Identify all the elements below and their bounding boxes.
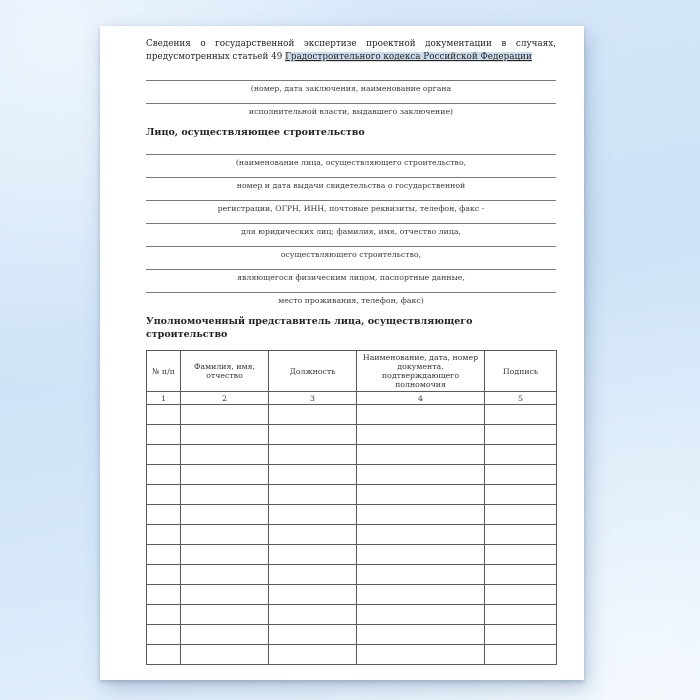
title-text: Сведения о государственной экспертизе проектной документации в случаях, предусмотренных статьей 49 xyxy=(146,39,556,62)
table-cell xyxy=(269,485,357,505)
table-cell xyxy=(181,585,269,605)
table-row xyxy=(147,525,557,545)
document-title xyxy=(146,38,556,64)
table-cell xyxy=(269,625,357,645)
document-page xyxy=(100,26,584,680)
fill-in-caption: номер и дата выдачи свидетельства о государственной xyxy=(236,181,466,190)
table-cell xyxy=(357,545,485,565)
table-cell xyxy=(357,625,485,645)
fill-in-line xyxy=(146,246,556,247)
table-cell xyxy=(485,585,557,605)
table-cell xyxy=(181,605,269,625)
table-cell xyxy=(357,425,485,445)
table-cell xyxy=(181,545,269,565)
fill-in-line xyxy=(146,223,556,224)
table-header-cell: № п/п xyxy=(147,351,181,392)
table-cell xyxy=(181,405,269,425)
table-cell xyxy=(485,465,557,485)
table-cell xyxy=(269,545,357,565)
table-cell xyxy=(269,425,357,445)
table-cell xyxy=(147,425,181,445)
table-empty-rows xyxy=(147,405,557,665)
table-row xyxy=(147,645,557,665)
fill-in-field xyxy=(146,103,556,116)
table-row xyxy=(147,505,557,525)
table-cell xyxy=(485,645,557,665)
fill-in-field xyxy=(146,223,556,236)
fill-in-field xyxy=(146,80,556,93)
table-cell xyxy=(269,605,357,625)
table-row xyxy=(147,565,557,585)
table-cell xyxy=(269,505,357,525)
fill-in-line xyxy=(146,103,556,104)
table-row xyxy=(147,545,557,565)
table-cell xyxy=(147,625,181,645)
fill-in-caption: осуществляющего строительство, xyxy=(280,250,422,259)
table-row xyxy=(147,465,557,485)
table-cell xyxy=(147,545,181,565)
table-cell xyxy=(147,525,181,545)
table-cell xyxy=(485,505,557,525)
table-cell xyxy=(181,505,269,525)
fill-in-caption: (наименование лица, осуществляющего строительство, xyxy=(235,158,467,167)
table-cell xyxy=(485,405,557,425)
table-cell xyxy=(485,605,557,625)
fill-in-field xyxy=(146,177,556,190)
fill-in-field xyxy=(146,154,556,167)
table-header-cell: Должность xyxy=(269,351,357,392)
table-cell xyxy=(147,605,181,625)
fill-in-line xyxy=(146,292,556,293)
table-row xyxy=(147,625,557,645)
fill-in-field xyxy=(146,292,556,305)
table-cell xyxy=(181,425,269,445)
fill-in-field xyxy=(146,200,556,213)
builder-fill-section xyxy=(146,154,556,305)
fill-in-line xyxy=(146,200,556,201)
column-number-cell: 3 xyxy=(269,392,357,405)
table-cell xyxy=(269,645,357,665)
table-cell xyxy=(485,625,557,645)
table-header-cell: Фамилия, имя, отчество xyxy=(181,351,269,392)
fill-in-line xyxy=(146,154,556,155)
fill-in-caption: исполнительной власти, выдавшего заключение) xyxy=(248,107,454,116)
table-cell xyxy=(357,565,485,585)
table-header-cell: Подпись xyxy=(485,351,557,392)
column-number-cell: 4 xyxy=(357,392,485,405)
table-cell xyxy=(181,625,269,645)
table-cell xyxy=(181,645,269,665)
table-cell xyxy=(269,525,357,545)
table-header-row xyxy=(147,351,557,392)
table-cell xyxy=(269,465,357,485)
table-cell xyxy=(269,445,357,465)
table-cell xyxy=(357,585,485,605)
table-cell xyxy=(485,445,557,465)
table-cell xyxy=(181,445,269,465)
table-row xyxy=(147,585,557,605)
fill-in-caption: (номер, дата заключения, наименование органа xyxy=(250,84,452,93)
representatives-table xyxy=(146,350,557,665)
fill-in-caption: являющегося физическим лицом, паспортные данные, xyxy=(237,273,465,282)
table-header-cell: Наименование, дата, номер документа, подтверждающего полномочия xyxy=(357,351,485,392)
table-cell xyxy=(147,485,181,505)
fill-in-caption: регистрации, ОГРН, ИНН, почтовые реквизиты, телефон, факс - xyxy=(217,204,485,213)
table-cell xyxy=(357,525,485,545)
table-cell xyxy=(147,465,181,485)
table-cell xyxy=(147,405,181,425)
table-cell xyxy=(357,505,485,525)
table-cell xyxy=(269,565,357,585)
table-cell xyxy=(357,405,485,425)
table-cell xyxy=(357,485,485,505)
table-cell xyxy=(357,605,485,625)
table-row xyxy=(147,605,557,625)
table-cell xyxy=(269,405,357,425)
page-content xyxy=(146,38,556,665)
table-cell xyxy=(485,565,557,585)
fill-in-caption: для юридических лиц; фамилия, имя, отчество лица, xyxy=(241,227,461,236)
fill-in-line xyxy=(146,80,556,81)
fill-in-line xyxy=(146,269,556,270)
column-number-cell: 5 xyxy=(485,392,557,405)
representative-section-heading: Уполномоченный представитель лица, осуществляющего строительство xyxy=(146,316,473,340)
table-cell xyxy=(485,425,557,445)
table-cell xyxy=(147,645,181,665)
table-row xyxy=(147,445,557,465)
fill-in-caption: место проживания, телефон, факс) xyxy=(278,296,424,305)
fill-in-field xyxy=(146,246,556,259)
table-column-number-row xyxy=(147,392,557,405)
table-cell xyxy=(181,465,269,485)
builder-section-heading: Лицо, осуществляющее строительство xyxy=(146,127,365,138)
table-cell xyxy=(357,645,485,665)
table-cell xyxy=(147,445,181,465)
table-cell xyxy=(181,565,269,585)
table-row xyxy=(147,425,557,445)
expertise-fill-section xyxy=(146,80,556,116)
table-cell xyxy=(147,565,181,585)
table-cell xyxy=(269,585,357,605)
column-number-cell: 2 xyxy=(181,392,269,405)
fill-in-line xyxy=(146,177,556,178)
table-cell xyxy=(485,485,557,505)
table-row xyxy=(147,485,557,505)
table-cell xyxy=(181,525,269,545)
column-number-cell: 1 xyxy=(147,392,181,405)
table-cell xyxy=(147,585,181,605)
codex-link[interactable]: Градостроительного кодекса Российской Федерации xyxy=(285,52,532,62)
fill-in-field xyxy=(146,269,556,282)
table-cell xyxy=(357,445,485,465)
table-cell xyxy=(181,485,269,505)
table-cell xyxy=(357,465,485,485)
table-cell xyxy=(147,505,181,525)
table-row xyxy=(147,405,557,425)
table-cell xyxy=(485,545,557,565)
table-cell xyxy=(485,525,557,545)
